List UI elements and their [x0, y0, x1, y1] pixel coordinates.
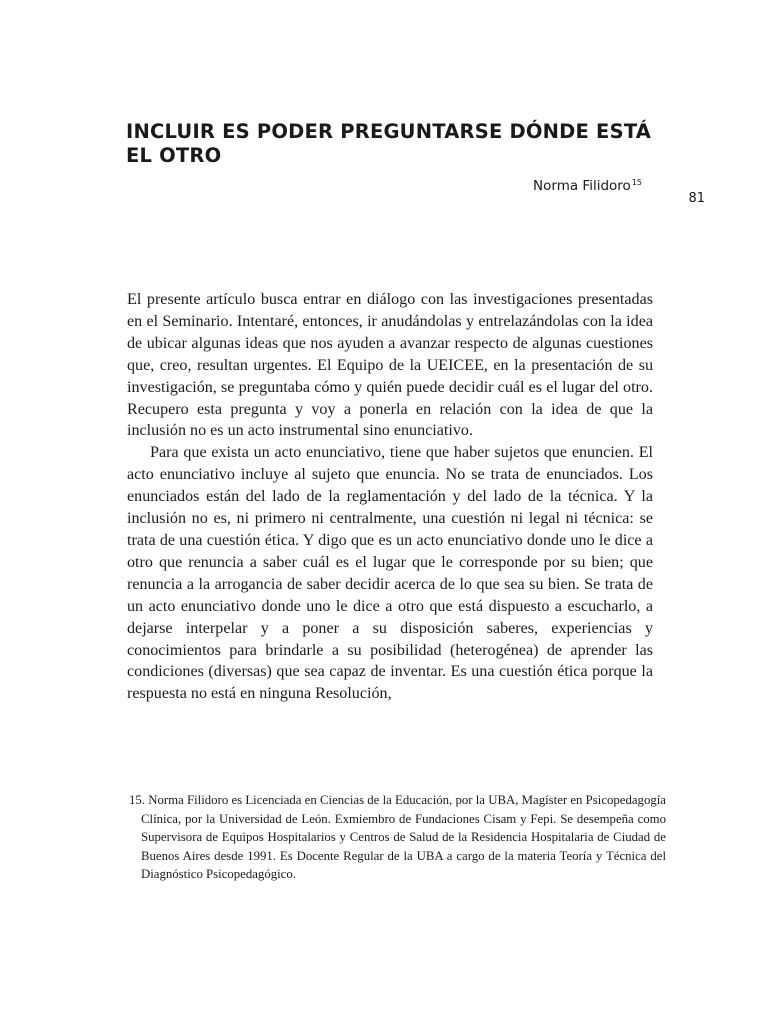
body-paragraph: Para que exista un acto enunciativo, tiene que haber sujetos que enuncien. El acto enunciativo incluye al sujeto que enuncia. No se trata de enunciados. Los enunciados están del lado de la reglamentación y del lado de la técnica. Y la inclusión no es, ni primero ni centralmente, una cuestión ni legal ni técnica: se trata de una cuestión ética. Y digo que es un acto enunciativo donde uno le dice a otro que renuncia a saber cuál es el lugar que le corresponde por su bien; que renuncia a la arrogancia de saber decidir acerca de lo que sea su bien. Se trata de un acto enunciativo donde uno le dice a otro que está dispuesto a escucharlo, a dejarse interpelar y a poner a su disposición saberes, experiencias y conocimientos para brindarle a su posibilidad (heterogénea) de aprender las condiciones (diversas) que sea capaz de inventar. Es una cuestión ética porque la respuesta no está en ninguna Resolución, [127, 444, 653, 703]
page-number: 81 [688, 191, 705, 206]
article-author [533, 174, 642, 195]
author-footnote-mark: 15 [631, 178, 642, 187]
body-paragraph: El presente artículo busca entrar en diálogo con las investigaciones presentadas en el Seminario. Intentaré, entonces, ir anudándolas y entrelazándolas con la idea de ubicar algunas ideas que nos ayuden a avanzar respecto de algunas cuestiones que, creo, resultan urgentes. El Equipo de la UEICEE, en la presentación de su investigación, se preguntaba cómo y quién puede decidir cuál es el lugar del otro. Recupero esta pregunta y voy a ponerla en relación con la idea de que la inclusión no es un acto instrumental sino enunciativo. [127, 291, 653, 440]
author-name: Norma Filidoro [533, 178, 631, 194]
article-body [127, 289, 653, 705]
article-title: INCLUIR ES PODER PREGUNTARSE DÓNDE ESTÁ EL OTRO [126, 120, 652, 167]
footnote: 15. Norma Filidoro es Licenciada en Ciencias de la Educación, por la UBA, Magíster en Psicopedagogía Clínica, por la Universidad de León. Exmiembro de Fundaciones Cisam y Fepi. Se desempeña como Supervisora de Equipos Hospitalarios y Centros de Salud de la Residencia Hospitalaria de Ciudad de Buenos Aires desde 1991. Es Docente Regular de la UBA a cargo de la materia Teoría y Técnica del Diagnóstico Psicopedagógico. [129, 793, 666, 881]
